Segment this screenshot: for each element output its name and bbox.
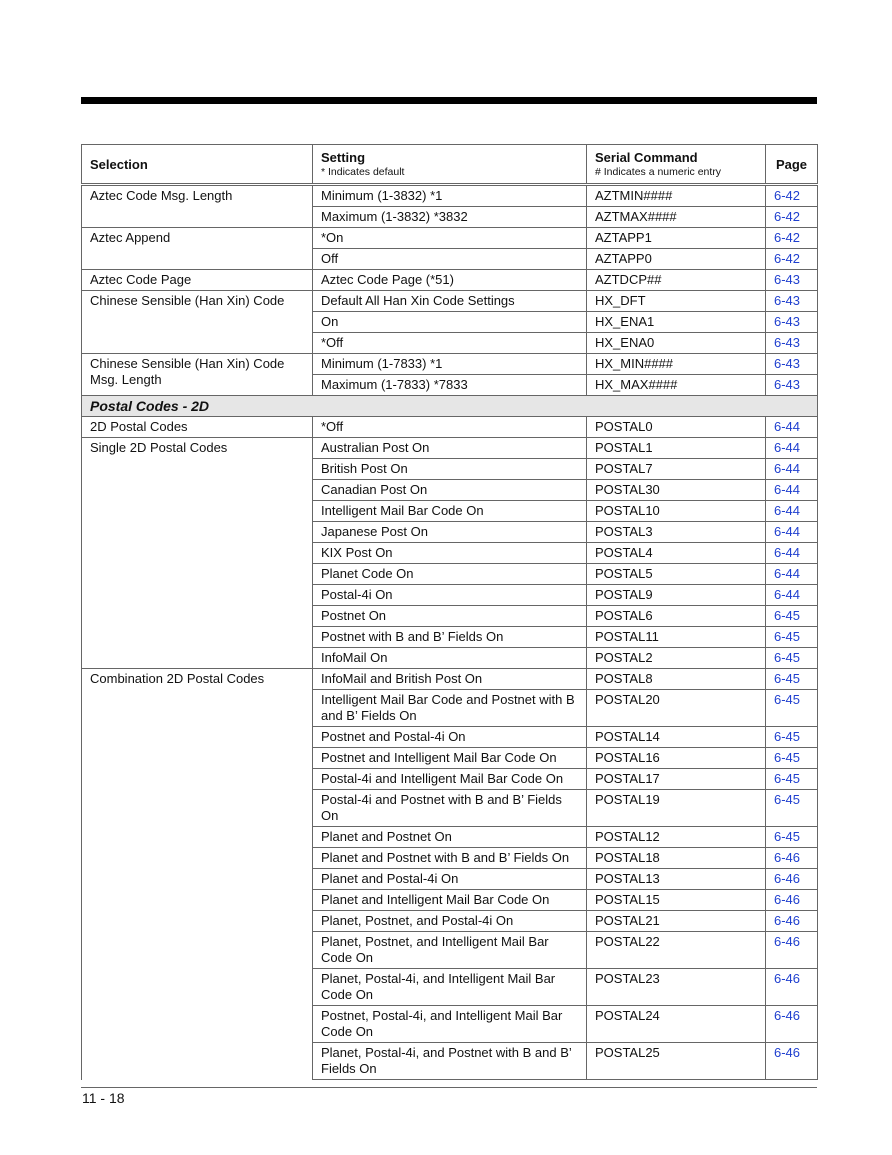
page-link[interactable]: 6-46 [766, 969, 818, 1006]
page-link[interactable]: 6-43 [766, 312, 818, 333]
page-link[interactable]: 6-44 [766, 522, 818, 543]
serial-command-cell: POSTAL13 [587, 869, 766, 890]
page-link[interactable]: 6-46 [766, 869, 818, 890]
page-number: 11 - 18 [82, 1090, 125, 1106]
selection-cell: Aztec Append [82, 228, 313, 270]
page-link[interactable]: 6-42 [766, 185, 818, 207]
header-serial-command: Serial Command # Indicates a numeric entry [587, 145, 766, 185]
page-link[interactable]: 6-45 [766, 827, 818, 848]
page-link[interactable]: 6-45 [766, 627, 818, 648]
header-setting: Setting * Indicates default [313, 145, 587, 185]
page-link[interactable]: 6-45 [766, 690, 818, 727]
page-link[interactable]: 6-46 [766, 911, 818, 932]
serial-command-cell: AZTMIN#### [587, 185, 766, 207]
serial-command-cell: HX_MAX#### [587, 375, 766, 396]
serial-command-cell: POSTAL25 [587, 1043, 766, 1080]
selection-cell: Aztec Code Page [82, 270, 313, 291]
page-link[interactable]: 6-45 [766, 790, 818, 827]
header-selection: Selection [82, 145, 313, 185]
serial-command-cell: POSTAL1 [587, 438, 766, 459]
serial-command-cell: POSTAL8 [587, 669, 766, 690]
table-body [82, 185, 818, 1080]
page-link[interactable]: 6-46 [766, 848, 818, 869]
setting-cell: Maximum (1-3832) *3832 [313, 207, 587, 228]
table-row [82, 270, 818, 291]
serial-command-cell: POSTAL14 [587, 727, 766, 748]
setting-cell: Planet and Postal-4i On [313, 869, 587, 890]
page-link[interactable]: 6-46 [766, 1043, 818, 1080]
table-row [82, 669, 818, 690]
setting-cell: Minimum (1-7833) *1 [313, 354, 587, 375]
table-row [82, 354, 818, 375]
page-link[interactable]: 6-45 [766, 748, 818, 769]
serial-command-cell: AZTAPP1 [587, 228, 766, 249]
serial-command-cell: POSTAL10 [587, 501, 766, 522]
table-row [82, 438, 818, 459]
serial-command-cell: HX_ENA0 [587, 333, 766, 354]
page-link[interactable]: 6-45 [766, 769, 818, 790]
selection-cell: Chinese Sensible (Han Xin) Code [82, 291, 313, 354]
page-link[interactable]: 6-45 [766, 606, 818, 627]
page-link[interactable]: 6-45 [766, 648, 818, 669]
setting-cell: *On [313, 228, 587, 249]
page-link[interactable]: 6-42 [766, 228, 818, 249]
header-setting-note: * Indicates default [321, 166, 405, 178]
serial-command-cell: HX_ENA1 [587, 312, 766, 333]
serial-command-cell: AZTMAX#### [587, 207, 766, 228]
section-title: Postal Codes - 2D [82, 396, 818, 417]
serial-command-cell: POSTAL9 [587, 585, 766, 606]
page-link[interactable]: 6-44 [766, 564, 818, 585]
table-header-row [82, 145, 818, 185]
setting-cell: Planet, Postnet, and Postal-4i On [313, 911, 587, 932]
serial-command-cell: POSTAL6 [587, 606, 766, 627]
section-row [82, 396, 818, 417]
serial-command-cell: POSTAL17 [587, 769, 766, 790]
page-link[interactable]: 6-44 [766, 480, 818, 501]
selection-cell: Aztec Code Msg. Length [82, 185, 313, 228]
serial-command-cell: POSTAL0 [587, 417, 766, 438]
setting-cell: Planet, Postal-4i, and Intelligent Mail Bar Code On [313, 969, 587, 1006]
setting-cell: InfoMail On [313, 648, 587, 669]
setting-cell: Planet and Intelligent Mail Bar Code On [313, 890, 587, 911]
page-link[interactable]: 6-44 [766, 501, 818, 522]
setting-cell: Postal-4i and Intelligent Mail Bar Code On [313, 769, 587, 790]
header-serial-note: # Indicates a numeric entry [595, 166, 722, 178]
page-link[interactable]: 6-42 [766, 249, 818, 270]
setting-cell: Default All Han Xin Code Settings [313, 291, 587, 312]
serial-command-cell: POSTAL5 [587, 564, 766, 585]
serial-command-cell: HX_MIN#### [587, 354, 766, 375]
setting-cell: Postnet and Postal-4i On [313, 727, 587, 748]
page-link[interactable]: 6-43 [766, 270, 818, 291]
setting-cell: Off [313, 249, 587, 270]
setting-cell: Aztec Code Page (*51) [313, 270, 587, 291]
setting-cell: Planet, Postnet, and Intelligent Mail Bar Code On [313, 932, 587, 969]
page-link[interactable]: 6-44 [766, 585, 818, 606]
page-link[interactable]: 6-43 [766, 354, 818, 375]
setting-cell: InfoMail and British Post On [313, 669, 587, 690]
header-page: Page [766, 145, 818, 185]
page-link[interactable]: 6-46 [766, 932, 818, 969]
page-link[interactable]: 6-43 [766, 333, 818, 354]
setting-cell: Minimum (1-3832) *1 [313, 185, 587, 207]
setting-cell: Postnet On [313, 606, 587, 627]
page-link[interactable]: 6-46 [766, 1006, 818, 1043]
setting-cell: KIX Post On [313, 543, 587, 564]
serial-command-cell: POSTAL4 [587, 543, 766, 564]
setting-cell: Intelligent Mail Bar Code and Postnet with B and B’ Fields On [313, 690, 587, 727]
table-row [82, 417, 818, 438]
selection-cell: Combination 2D Postal Codes [82, 669, 313, 1080]
page-link[interactable]: 6-44 [766, 438, 818, 459]
setting-cell: Planet and Postnet On [313, 827, 587, 848]
page-link[interactable]: 6-42 [766, 207, 818, 228]
setting-cell: Postnet and Intelligent Mail Bar Code On [313, 748, 587, 769]
serial-command-cell: AZTAPP0 [587, 249, 766, 270]
serial-command-cell: POSTAL11 [587, 627, 766, 648]
setting-cell: Postnet with B and B’ Fields On [313, 627, 587, 648]
serial-command-cell: POSTAL21 [587, 911, 766, 932]
serial-command-cell: POSTAL22 [587, 932, 766, 969]
page-link[interactable]: 6-43 [766, 375, 818, 396]
setting-cell: Postal-4i On [313, 585, 587, 606]
serial-command-cell: POSTAL2 [587, 648, 766, 669]
footer-rule [81, 1087, 817, 1088]
setting-cell: Planet, Postal-4i, and Postnet with B and B’ Fields On [313, 1043, 587, 1080]
command-table [81, 144, 818, 1080]
page-link[interactable]: 6-43 [766, 291, 818, 312]
serial-command-cell: POSTAL30 [587, 480, 766, 501]
serial-command-cell: AZTDCP## [587, 270, 766, 291]
setting-cell: Postal-4i and Postnet with B and B’ Fields On [313, 790, 587, 827]
selection-cell: 2D Postal Codes [82, 417, 313, 438]
table-row [82, 291, 818, 312]
serial-command-cell: POSTAL18 [587, 848, 766, 869]
page-link[interactable]: 6-44 [766, 417, 818, 438]
table-row [82, 185, 818, 207]
table-row [82, 228, 818, 249]
header-rule [81, 97, 817, 104]
serial-command-cell: POSTAL19 [587, 790, 766, 827]
serial-command-cell: POSTAL3 [587, 522, 766, 543]
page-link[interactable]: 6-44 [766, 459, 818, 480]
setting-cell: Australian Post On [313, 438, 587, 459]
setting-cell: Planet Code On [313, 564, 587, 585]
setting-cell: Postnet, Postal-4i, and Intelligent Mail Bar Code On [313, 1006, 587, 1043]
serial-command-cell: POSTAL15 [587, 890, 766, 911]
serial-command-cell: HX_DFT [587, 291, 766, 312]
serial-command-cell: POSTAL20 [587, 690, 766, 727]
serial-command-cell: POSTAL12 [587, 827, 766, 848]
setting-cell: British Post On [313, 459, 587, 480]
page-link[interactable]: 6-44 [766, 543, 818, 564]
setting-cell: Intelligent Mail Bar Code On [313, 501, 587, 522]
selection-cell: Single 2D Postal Codes [82, 438, 313, 669]
serial-command-cell: POSTAL23 [587, 969, 766, 1006]
setting-cell: Japanese Post On [313, 522, 587, 543]
setting-cell: *Off [313, 333, 587, 354]
page-link[interactable]: 6-45 [766, 727, 818, 748]
selection-cell: Chinese Sensible (Han Xin) Code Msg. Length [82, 354, 313, 396]
serial-command-cell: POSTAL16 [587, 748, 766, 769]
serial-command-cell: POSTAL7 [587, 459, 766, 480]
setting-cell: On [313, 312, 587, 333]
serial-command-cell: POSTAL24 [587, 1006, 766, 1043]
setting-cell: *Off [313, 417, 587, 438]
page-link[interactable]: 6-45 [766, 669, 818, 690]
setting-cell: Canadian Post On [313, 480, 587, 501]
setting-cell: Maximum (1-7833) *7833 [313, 375, 587, 396]
page-link[interactable]: 6-46 [766, 890, 818, 911]
setting-cell: Planet and Postnet with B and B’ Fields On [313, 848, 587, 869]
